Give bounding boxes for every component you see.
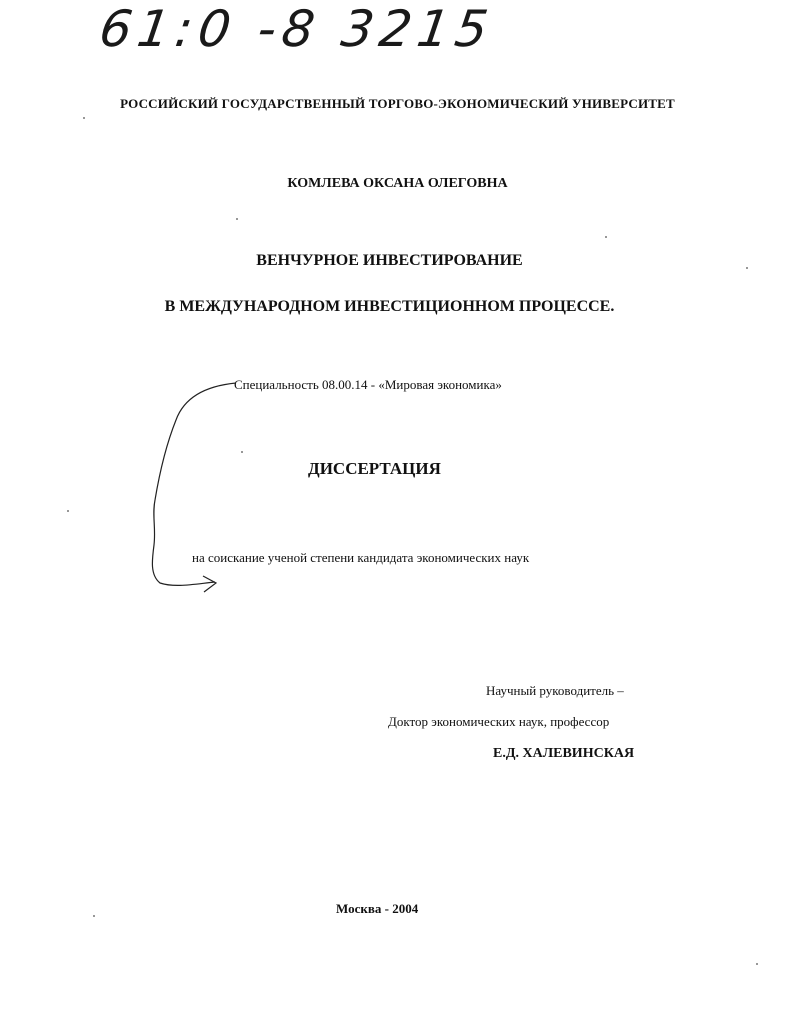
scan-speck — [236, 218, 238, 220]
archive-mark-handwritten: 61:0 -8 3215 — [95, 0, 498, 58]
scan-speck — [756, 963, 758, 965]
scan-speck — [93, 915, 95, 917]
scan-speck — [83, 117, 85, 119]
scan-speck — [241, 451, 243, 453]
place-year: Москва - 2004 — [336, 901, 419, 916]
scan-speck — [67, 510, 69, 512]
supervisor-name: Е.Д. ХАЛЕВИНСКАЯ — [493, 746, 635, 761]
specialty-text: Специальность 08.00.14 - «Мировая экономика» — [234, 377, 502, 392]
scan-speck — [605, 236, 607, 238]
university-name: РОССИЙСКИЙ ГОСУДАРСТВЕННЫЙ ТОРГОВО-ЭКОНОМИЧЕСКИЙ УНИВЕРСИТЕТ — [120, 96, 675, 111]
supervisor-credentials: Доктор экономических наук, профессор — [388, 714, 610, 729]
author-name: КОМЛЕВА ОКСАНА ОЛЕГОВНА — [287, 176, 508, 191]
scan-speck — [746, 267, 748, 269]
document-type: ДИССЕРТАЦИЯ — [308, 459, 441, 478]
degree-text: на соискание ученой степени кандидата экономических наук — [192, 550, 530, 565]
title-line-2: В МЕЖДУНАРОДНОМ ИНВЕСТИЦИОННОМ ПРОЦЕССЕ. — [164, 298, 615, 315]
supervisor-role: Научный руководитель – — [486, 683, 624, 698]
title-line-1: ВЕНЧУРНОЕ ИНВЕСТИРОВАНИЕ — [256, 252, 523, 269]
